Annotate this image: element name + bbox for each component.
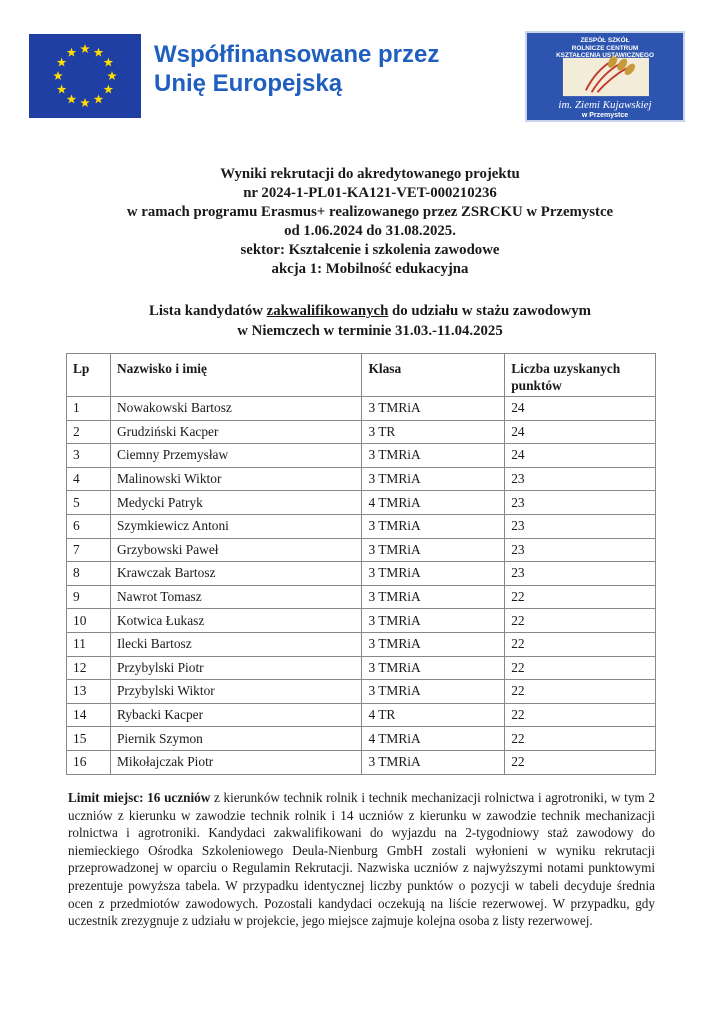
cell-lp: 13: [67, 680, 111, 704]
document-heading: [60, 165, 680, 279]
cell-class: 3 TMRiA: [362, 750, 505, 774]
cell-points: 22: [505, 727, 656, 751]
heading-line: w ramach programu Erasmus+ realizowanego przez ZSRCKU w Przemystce: [126, 204, 614, 220]
cell-name: Rybacki Kacper: [110, 703, 362, 727]
cell-name: Ilecki Bartosz: [110, 632, 362, 656]
cell-name: Krawczak Bartosz: [110, 562, 362, 586]
cell-class: 3 TMRiA: [362, 656, 505, 680]
eu-star-icon: [57, 58, 67, 67]
table-row: [67, 467, 656, 491]
header-class: Klasa: [362, 354, 505, 397]
cell-lp: 9: [67, 585, 111, 609]
eu-star-icon: [67, 94, 77, 103]
cell-class: 3 TMRiA: [362, 444, 505, 468]
cell-lp: 1: [67, 397, 111, 421]
cell-class: 3 TR: [362, 420, 505, 444]
list-title-line-2: w Niemczech w terminie 31.03.-11.04.2025: [237, 322, 503, 339]
cell-class: 4 TMRiA: [362, 491, 505, 515]
eu-star-icon: [94, 94, 104, 103]
table-row: [67, 420, 656, 444]
table-row: [67, 656, 656, 680]
cell-class: 3 TMRiA: [362, 397, 505, 421]
school-name-line: KSZTAŁCENIA USTAWICZNEGO: [556, 52, 654, 60]
cell-name: Piernik Szymon: [110, 727, 362, 751]
cell-class: 3 TMRiA: [362, 562, 505, 586]
cofinance-line-2: Unię Europejską: [154, 70, 343, 97]
note-text: z kierunków technik rolnik i technik mechanizacji rolnictwa i agrotroniki, w tym 2 uczniów z kierunku w zawodzie technik rolnik i 14 uczniów z kierunku w zawodzie technik mechanizacji rolnictwa i agrotroniki. Kandydaci zakwalifikowani do wyjazdu na 2-tygodniowy staż zawodowy do niemieckiego Ośrodka Szkoleniowego Deula-Nienburg GmbH zostali wyłonieni w wyniku rekrutacji przeprowadzonej w oparciu o Regulamin Rekrutacji. Nazwiska uczniów z najwyższymi notami punktowymi prezentuje powyższa tabela. W przypadku identycznej liczby punktów o pozycji w tabeli decyduje średnia ocen z przedmiotów zawodowych. Pozostali kandydaci oczekują na liście rezerwowej. W przypadku, gdy uczestnik zrezygnuje z udziału w projekcie, jego miejsce zajmuje kolejna osoba z listy rezerwowej.: [68, 790, 655, 929]
cell-points: 22: [505, 680, 656, 704]
eu-star-icon: [104, 58, 114, 67]
heading-line: sektor: Kształcenie i szkolenia zawodowe: [240, 242, 500, 258]
cell-lp: 5: [67, 491, 111, 515]
table-row: [67, 514, 656, 538]
results-table: [66, 353, 656, 775]
cell-class: 3 TMRiA: [362, 585, 505, 609]
eu-star-icon: [107, 71, 117, 80]
cell-name: Grudziński Kacper: [110, 420, 362, 444]
school-patron: im. Ziemi Kujawskiej: [558, 99, 652, 111]
eu-star-icon: [67, 48, 77, 57]
list-title-underlined: zakwalifikowanych: [266, 303, 389, 319]
cofinance-label: [154, 40, 439, 98]
heading-line: akcja 1: Mobilność edukacyjna: [271, 261, 469, 277]
table-row: [67, 680, 656, 704]
table-row: [67, 491, 656, 515]
table-row: [67, 538, 656, 562]
cell-class: 3 TMRiA: [362, 538, 505, 562]
table-row: [67, 632, 656, 656]
list-title-prefix: Lista kandydatów: [149, 303, 267, 319]
table-row: [67, 585, 656, 609]
cell-lp: 12: [67, 656, 111, 680]
cofinance-line-1: Współfinansowane przez: [154, 41, 440, 68]
table-row: [67, 444, 656, 468]
note-limit: Limit miejsc: 16 uczniów: [68, 790, 211, 805]
table-header-row: [67, 354, 656, 397]
cell-class: 3 TMRiA: [362, 467, 505, 491]
cell-points: 23: [505, 491, 656, 515]
header-lp: Lp: [67, 354, 111, 397]
cell-points: 22: [505, 632, 656, 656]
cell-class: 3 TMRiA: [362, 632, 505, 656]
list-title-line-1: [60, 302, 680, 322]
cell-points: 24: [505, 420, 656, 444]
cell-lp: 4: [67, 467, 111, 491]
cell-lp: 3: [67, 444, 111, 468]
cell-lp: 10: [67, 609, 111, 633]
eu-star-icon: [94, 48, 104, 57]
table-row: [67, 750, 656, 774]
school-name: [527, 37, 683, 60]
cell-lp: 8: [67, 562, 111, 586]
cell-name: Przybylski Wiktor: [110, 680, 362, 704]
cell-name: Nowakowski Bartosz: [110, 397, 362, 421]
eu-star-icon: [80, 98, 90, 107]
eu-star-icon: [53, 71, 63, 80]
cell-points: 22: [505, 750, 656, 774]
list-title-suffix: do udziału w stażu zawodowym: [388, 303, 591, 319]
heading-line: nr 2024-1-PL01-KA121-VET-000210236: [243, 185, 497, 201]
cell-class: 3 TMRiA: [362, 680, 505, 704]
eu-flag-icon: [29, 34, 141, 118]
cell-name: Nawrot Tomasz: [110, 585, 362, 609]
table-body: [67, 397, 656, 775]
school-name-line: ZESPÓŁ SZKÓŁ: [580, 37, 630, 44]
cell-name: Szymkiewicz Antoni: [110, 514, 362, 538]
table-row: [67, 397, 656, 421]
cell-class: 3 TMRiA: [362, 514, 505, 538]
cell-lp: 6: [67, 514, 111, 538]
table-row: [67, 609, 656, 633]
cell-points: 22: [505, 585, 656, 609]
cell-points: 23: [505, 467, 656, 491]
eu-stars: [29, 34, 141, 118]
cell-lp: 7: [67, 538, 111, 562]
eu-star-icon: [80, 44, 90, 53]
cell-name: Mikołajczak Piotr: [110, 750, 362, 774]
cell-lp: 2: [67, 420, 111, 444]
cell-name: Ciemny Przemysław: [110, 444, 362, 468]
school-logo: [525, 31, 685, 122]
cell-class: 3 TMRiA: [362, 609, 505, 633]
school-name-line: ROLNICZE CENTRUM: [571, 44, 639, 52]
eu-star-icon: [104, 85, 114, 94]
header-name: Nazwisko i imię: [110, 354, 362, 397]
cell-name: Medycki Patryk: [110, 491, 362, 515]
cell-lp: 11: [67, 632, 111, 656]
cell-points: 23: [505, 514, 656, 538]
cell-lp: 14: [67, 703, 111, 727]
heading-line: od 1.06.2024 do 31.08.2025.: [284, 223, 456, 239]
cell-lp: 16: [67, 750, 111, 774]
cell-lp: 15: [67, 727, 111, 751]
cell-points: 22: [505, 609, 656, 633]
cell-points: 22: [505, 656, 656, 680]
cell-points: 23: [505, 538, 656, 562]
list-title: [60, 302, 680, 341]
table-row: [67, 562, 656, 586]
cell-points: 24: [505, 444, 656, 468]
heading-line: Wyniki rekrutacji do akredytowanego projektu: [220, 166, 520, 182]
cell-class: 4 TMRiA: [362, 727, 505, 751]
cell-name: Przybylski Piotr: [110, 656, 362, 680]
school-place: w Przemystce: [581, 112, 629, 119]
table-row: [67, 703, 656, 727]
cell-name: Kotwica Łukasz: [110, 609, 362, 633]
header-points: Liczba uzyskanych punktów: [505, 354, 656, 397]
cell-class: 4 TR: [362, 703, 505, 727]
table-row: [67, 727, 656, 751]
cell-points: 22: [505, 703, 656, 727]
cell-points: 24: [505, 397, 656, 421]
cell-points: 23: [505, 562, 656, 586]
recruitment-note: [68, 789, 655, 930]
cell-name: Malinowski Wiktor: [110, 467, 362, 491]
cell-name: Grzybowski Paweł: [110, 538, 362, 562]
eu-star-icon: [57, 85, 67, 94]
